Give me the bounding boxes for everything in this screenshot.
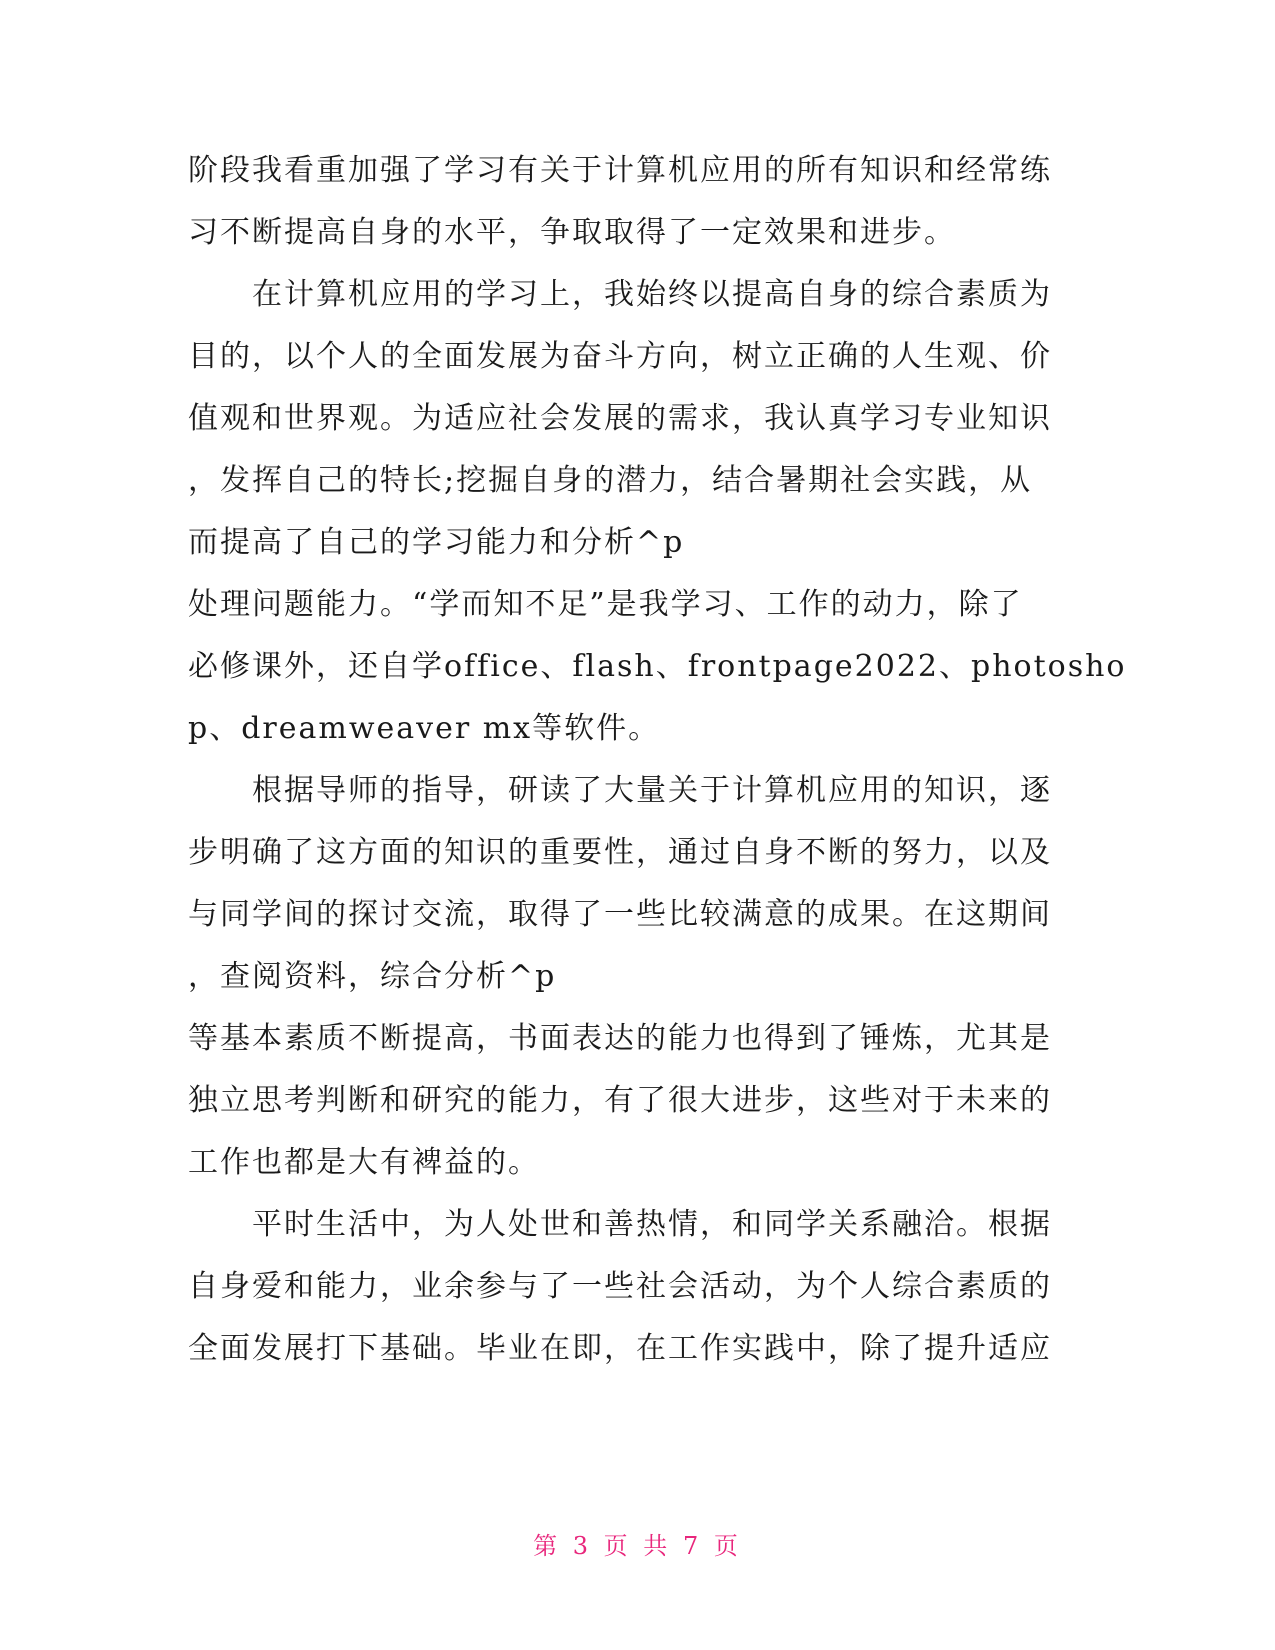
text-line: 而提高了自己的学习能力和分析^p: [188, 525, 685, 560]
text-line: 等基本素质不断提高，书面表达的能力也得到了锤炼，尤其是: [188, 1021, 1052, 1056]
text-line: 独立思考判断和研究的能力，有了很大进步，这些对于未来的: [188, 1083, 1052, 1118]
text-line: 自身爱和能力，业余参与了一些社会活动，为个人综合素质的: [188, 1269, 1052, 1304]
text-line: 处理问题能力。“学而知不足”是我学习、工作的动力，除了: [188, 587, 1023, 622]
text-line: 工作也都是大有裨益的。: [188, 1145, 540, 1180]
text-line: 习不断提高自身的水平，争取取得了一定效果和进步。: [188, 215, 956, 250]
text-line: 根据导师的指导，研读了大量关于计算机应用的知识，逐: [188, 773, 1052, 808]
text-line: 阶段我看重加强了学习有关于计算机应用的所有知识和经常练: [188, 153, 1052, 188]
text-line: 必修课外，还自学office、flash、frontpage2022、photosho: [188, 649, 1127, 684]
text-line: 平时生活中，为人处世和善热情，和同学关系融洽。根据: [188, 1207, 1052, 1242]
text-line: 在计算机应用的学习上，我始终以提高自身的综合素质为: [188, 277, 1052, 312]
text-line: ，查阅资料，综合分析^p: [188, 959, 557, 994]
text-line: p、dreamweaver mx等软件。: [188, 711, 661, 746]
text-line: 步明确了这方面的知识的重要性，通过自身不断的努力，以及: [188, 835, 1052, 870]
document-body: [188, 140, 1127, 1380]
text-line: 值观和世界观。为适应社会发展的需求，我认真学习专业知识: [188, 401, 1052, 436]
text-line: 全面发展打下基础。毕业在即，在工作实践中，除了提升适应: [188, 1331, 1052, 1366]
text-line: 与同学间的探讨交流，取得了一些比较满意的成果。在这期间: [188, 897, 1052, 932]
page-number-footer: 第 3 页 共 7 页: [533, 1532, 742, 1560]
text-line: 目的，以个人的全面发展为奋斗方向，树立正确的人生观、价: [188, 339, 1052, 374]
text-line: ，发挥自己的特长;挖掘自身的潜力，结合暑期社会实践，从: [188, 463, 1033, 498]
